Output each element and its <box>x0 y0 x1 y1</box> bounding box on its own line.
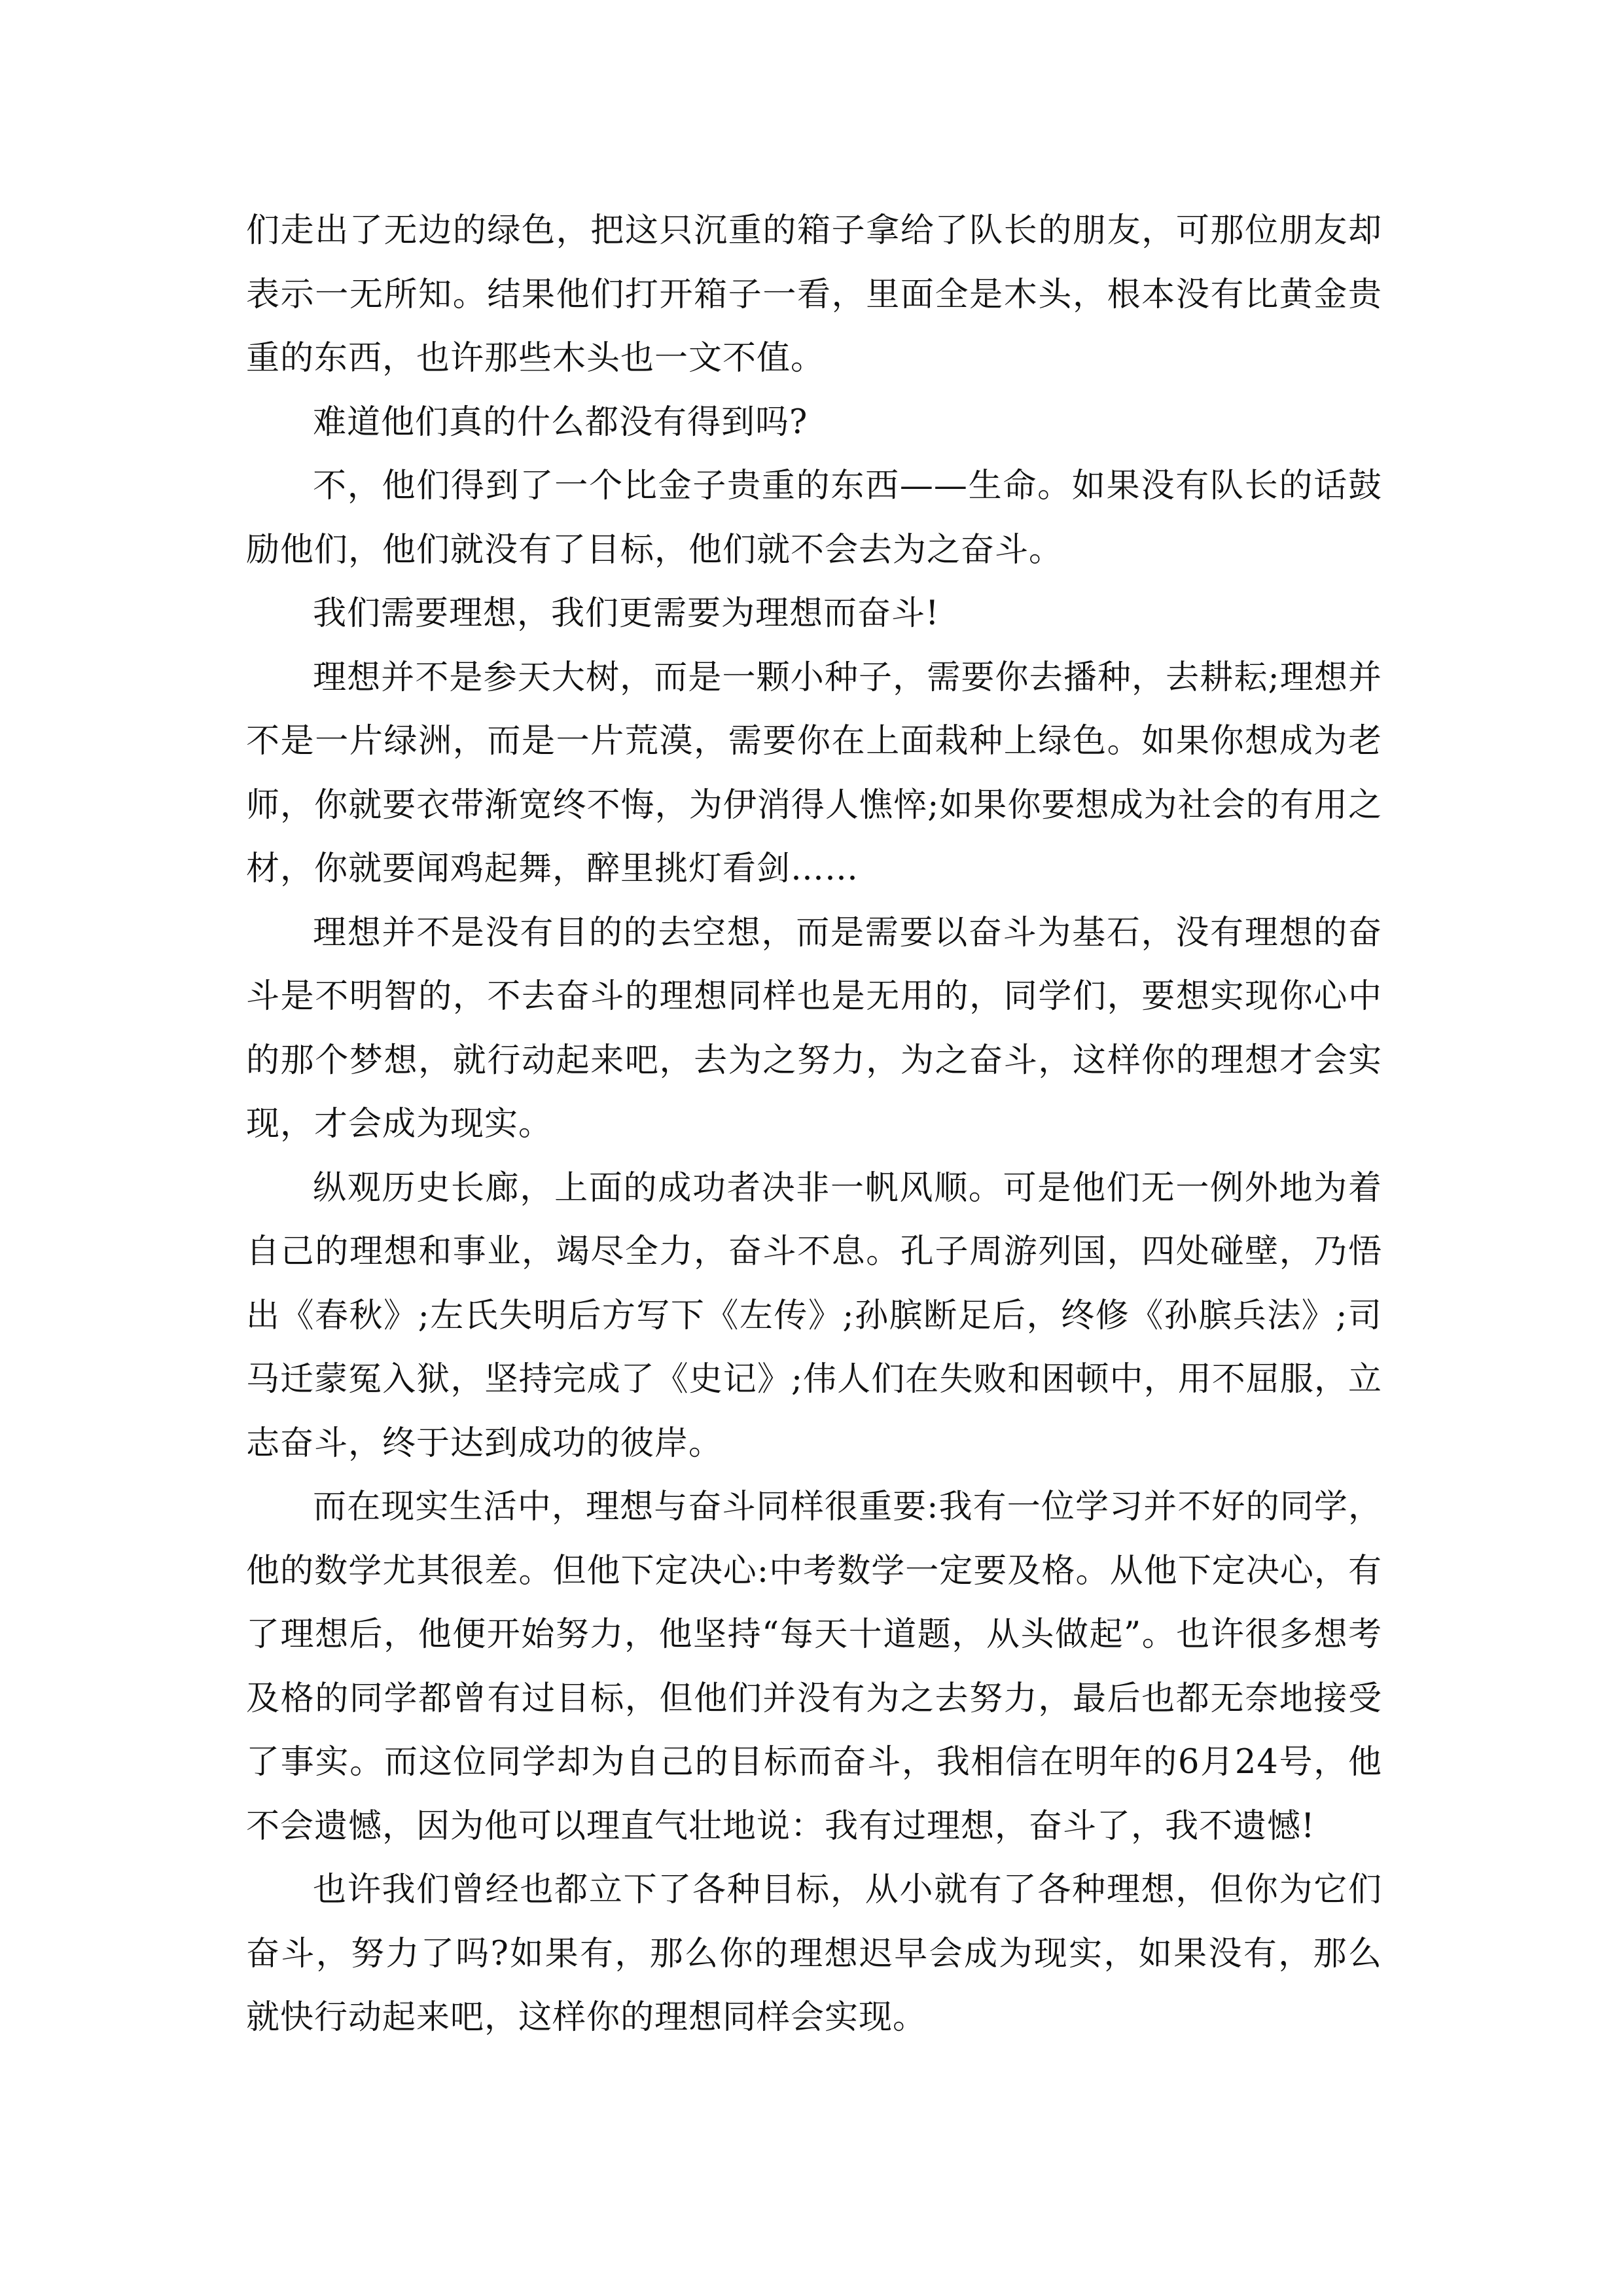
paragraph-4: 我们需要理想，我们更需要为理想而奋斗! <box>313 594 940 633</box>
paragraph-6: 理想并不是没有目的的去空想，而是需要以奋斗为基石，没有理想的奋斗是不明智的，不去奋斗的理想同样也是无用的，同学们，要想实现你心中的那个梦想，就行动起来吧，去为之努力，为之奋斗，这样你的理想才会实现，才会成为现实。 <box>246 913 1382 1143</box>
paragraph-3: 不，他们得到了一个比金子贵重的东西——生命。如果没有队长的话鼓励他们，他们就没有了目标，他们就不会去为之奋斗。 <box>246 467 1382 569</box>
paragraph-9: 也许我们曾经也都立下了各种目标，从小就有了各种理想，但你为它们奋斗，努力了吗?如果有，那么你的理想迟早会成为现实，如果没有，那么就快行动起来吧，这样你的理想同样会实现。 <box>246 1871 1382 2037</box>
paragraph-2: 难道他们真的什么都没有得到吗? <box>313 403 808 442</box>
paragraph-5: 理想并不是参天大树，而是一颗小种子，需要你去播种，去耕耘;理想并不是一片绿洲，而是一片荒漠，需要你在上面栽种上绿色。如果你想成为老师，你就要衣带渐宽终不悔，为伊消得人憔悴;如果你要想成为社会的有用之材，你就要闻鸡起舞，醉里挑灯看剑…… <box>246 658 1382 888</box>
paragraph-7: 纵观历史长廊，上面的成功者决非一帆风顺。可是他们无一例外地为着自己的理想和事业，竭尽全力，奋斗不息。孔子周游列国，四处碰壁，乃悟出《春秋》;左氏失明后方写下《左传》;孙膑断足后，终修《孙膑兵法》;司马迁蒙冤入狱，坚持完成了《史记》;伟人们在失败和困顿中，用不屈服，立志奋斗，终于达到成功的彼岸。 <box>246 1168 1382 1463</box>
document-body <box>246 199 1382 2050</box>
paragraph-1: 们走出了无边的绿色，把这只沉重的箱子拿给了队长的朋友，可那位朋友却表示一无所知。结果他们打开箱子一看，里面全是木头，根本没有比黄金贵重的东西，也许那些木头也一文不值。 <box>246 211 1382 378</box>
paragraph-8: 而在现实生活中，理想与奋斗同样很重要:我有一位学习并不好的同学，他的数学尤其很差。但他下定决心:中考数学一定要及格。从他下定决心，有了理想后，他便开始努力，他坚持“每天十道题，从头做起”。也许很多想考及格的同学都曾有过目标，但他们并没有为之去努力，最后也都无奈地接受了事实。而这位同学却为自己的目标而奋斗，我相信在明年的6月24号，他不会遗憾，因为他可以理直气壮地说：我有过理想，奋斗了，我不遗憾! <box>246 1488 1382 1846</box>
